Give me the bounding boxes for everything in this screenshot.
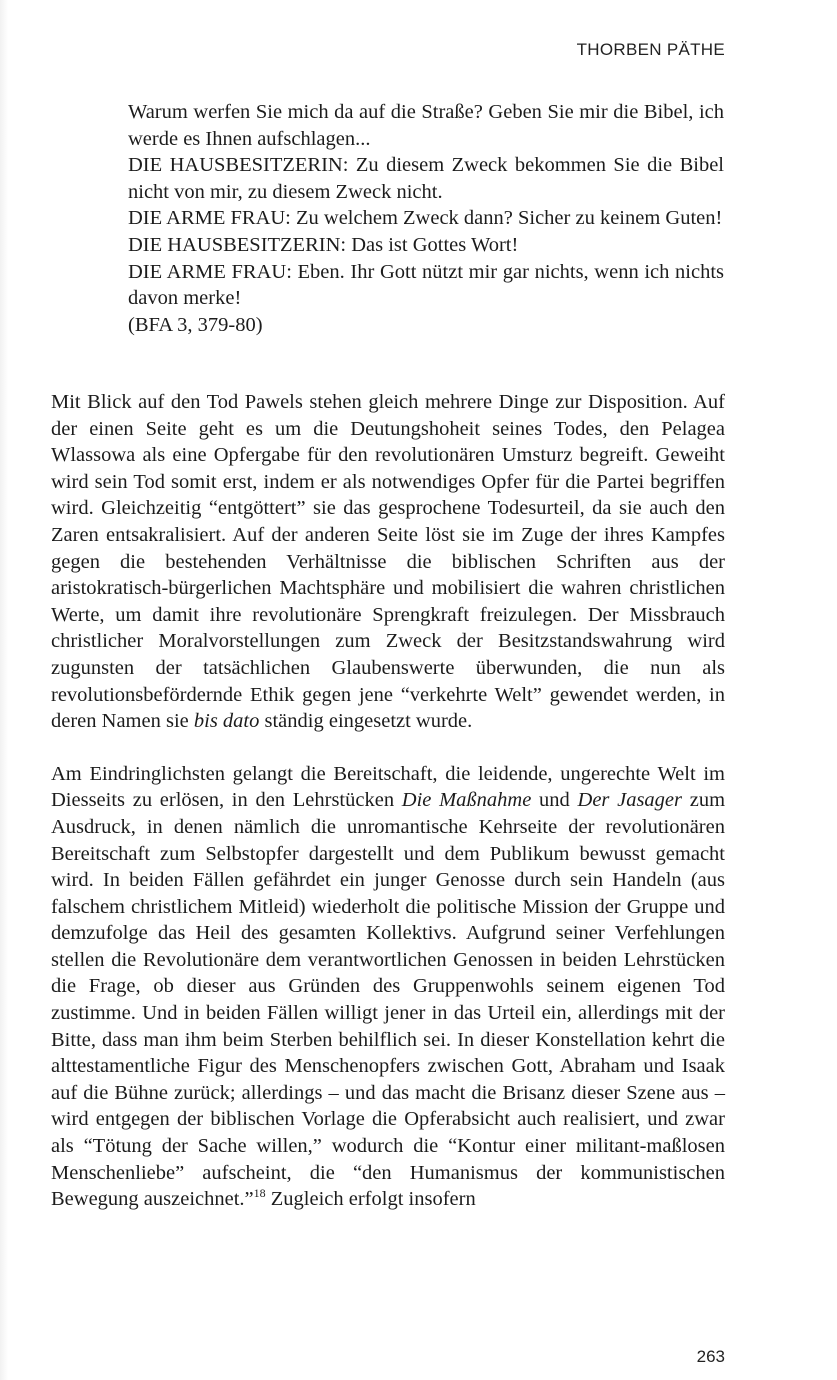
paragraph-text: und: [531, 789, 578, 812]
page-number: 263: [696, 1347, 725, 1366]
quote-citation: (BFA 3, 379-80): [128, 313, 263, 336]
running-head: THORBEN PÄTHE: [576, 40, 725, 59]
paragraph-text: Mit Blick auf den Tod Pawels stehen gleich mehrere Dinge zur Disposition. Auf der einen Seite geht es um die Deutungshoheit seines Todes, den Pelagea Wlassowa als eine Opfergabe für den revolutionären Umsturz begreift. Geweiht wird sein Tod somit erst, indem er als notwendiges Opfer für die Partei begriffen wird. Gleichzeitig “entgöttert” sie das gesprochene Todesurteil, da sie auch den Zaren entsakralisiert. Auf der anderen Seite löst sie im Zuge der ihres Kampfes gegen die bestehenden Verhältnisse die biblischen Schriften aus der aristokratisch-bürgerlichen Machtsphäre und mobilisiert die wahren christlichen Werte, um damit ihre revolutionäre Sprengkraft freizulegen. Der Missbrauch christlicher Moralvorstellungen zum Zweck der Besitzstandswahrung wird zugunsten der tatsächlichen Glaubenswerte überwunden, die nun als revolutionsbefördernde Ethik gegen jene “verkehrte Welt” gewendet werden, in deren Namen sie: [51, 391, 725, 733]
paragraph-text: zum Ausdruck, in denen nämlich die unromantische Kehrseite der revolutionären Bereitschaft zum Selbstopfer dargestellt und dem Publikum bewusst gemacht wird. In beiden Fällen gefährdet ein junger Genosse durch sein Handeln (aus falschem christlichem Mitleid) wiederholt die politische Mission der Gruppe und demzufolge das Heil des gesamten Kollektivs. Aufgrund seiner Verfehlungen stellen die Revolutionäre dem verantwortlichen Genossen in beiden Lehrstücken die Frage, ob dieser aus Gründen des Gruppenwohls seinem eigenen Tod zustimme. Und in beiden Fällen willigt jener in das Urteil ein, allerdings mit der Bitte, dass man ihm beim Sterben behilflich sei. In dieser Konstellation kehrt die alttestamentliche Figur des Menschenopfers zwischen Gott, Abraham und Isaak auf die Bühne zurück; allerdings – und das macht die Brisanz dieser Szene aus – wird entgegen der biblischen Vorlage die Opferabsicht auch realisiert, und zwar als “Tötung der Sache willen,” wodurch die “Kontur einer militant-maßlosen Menschenliebe” aufscheint, die “den Humanismus der kommunistischen Bewegung auszeichnet.”: [51, 789, 726, 1211]
footnote-reference[interactable]: 18: [253, 1186, 266, 1201]
paragraph-text: Zugleich erfolgt insofern: [265, 1188, 476, 1211]
quote-line: DIE HAUSBESITZERIN: Das ist Gottes Wort!: [128, 233, 519, 256]
block-quote: [128, 99, 724, 338]
italic-title: Die Maßnahme: [401, 789, 532, 812]
paragraph-2: [51, 761, 725, 1213]
body-text: [51, 389, 725, 1213]
scan-edge-shadow: [0, 0, 8, 1380]
quote-line: DIE HAUSBESITZERIN: Zu diesem Zweck bekommen Sie die Bibel nicht von mir, zu diesem Zweck nicht.: [128, 154, 724, 203]
italic-title: Der Jasager: [577, 789, 683, 812]
quote-line: DIE ARME FRAU: Zu welchem Zweck dann? Sicher zu keinem Guten!: [128, 207, 723, 230]
paragraph-text: Am Eindringlichsten gelangt die Bereitschaft, die leidende, ungerechte Welt im Diesseits zu erlösen, in den Lehrstücken: [51, 762, 725, 812]
quote-line: DIE ARME FRAU: Eben. Ihr Gott nützt mir gar nichts, wenn ich nichts davon merke!: [128, 260, 724, 310]
italic-phrase: bis dato: [193, 710, 260, 733]
paragraph-1: [51, 389, 725, 735]
paragraph-text: ständig eingesetzt wurde.: [259, 710, 473, 733]
quote-line: Warum werfen Sie mich da auf die Straße? Geben Sie mir die Bibel, ich werde es Ihnen aufschlagen...: [128, 101, 724, 150]
